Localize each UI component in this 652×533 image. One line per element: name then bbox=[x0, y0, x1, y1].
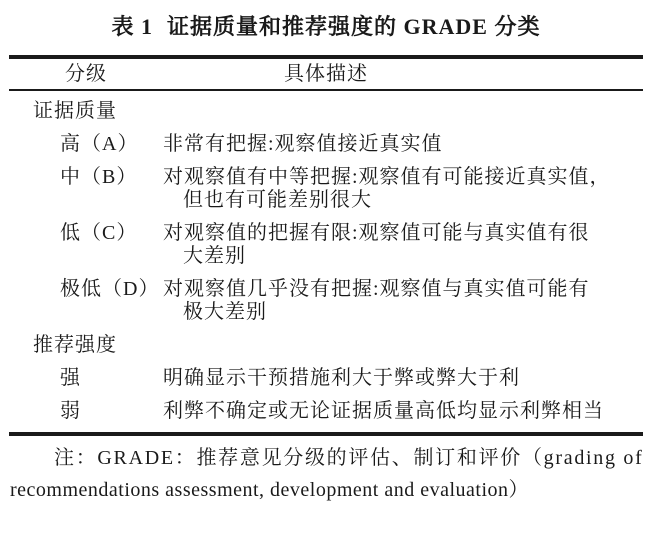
footnote-line1: 注：GRADE：推荐意见分级的评估、制订和评价（grading of bbox=[54, 447, 644, 469]
row-description bbox=[163, 133, 644, 156]
section-label: 推荐强度 bbox=[33, 334, 117, 356]
row-label: 弱 bbox=[60, 400, 81, 422]
column-header-grade: 分级 bbox=[65, 63, 107, 85]
row-description bbox=[163, 166, 644, 212]
description-line2: 极大差别 bbox=[183, 301, 267, 323]
table-footnote bbox=[0, 445, 652, 503]
table-body bbox=[0, 91, 652, 432]
table-number: 表 1 bbox=[111, 14, 154, 39]
description-line1: 利弊不确定或无论证据质量高低均显示利弊相当 bbox=[163, 400, 604, 422]
description-line1: 对观察值有中等把握:观察值有可能接近真实值， bbox=[163, 166, 611, 188]
description-line2: 但也有可能差别很大 bbox=[183, 189, 372, 211]
row-label: 强 bbox=[60, 367, 81, 389]
description-line1: 对观察值的把握有限:观察值可能与真实值有很 bbox=[163, 222, 590, 244]
table-row-evidence-quality-section bbox=[33, 100, 644, 123]
row-description bbox=[163, 367, 644, 390]
column-header-description: 具体描述 bbox=[284, 63, 368, 85]
row-label: 中（B） bbox=[60, 166, 138, 188]
table-row-strong bbox=[33, 367, 644, 390]
table-row-weak bbox=[33, 400, 644, 423]
table-bottom-rule bbox=[9, 432, 643, 436]
table-row-moderate-b bbox=[33, 166, 644, 212]
table-title-text: 证据质量和推荐强度的 GRADE 分类 bbox=[167, 14, 541, 39]
description-line1: 非常有把握:观察值接近真实值 bbox=[163, 133, 443, 155]
row-label: 低（C） bbox=[60, 222, 138, 244]
row-label: 高（A） bbox=[60, 133, 139, 155]
table-title bbox=[0, 12, 652, 42]
section-label: 证据质量 bbox=[33, 100, 117, 122]
row-description bbox=[163, 278, 644, 324]
row-description bbox=[163, 222, 644, 268]
table-header-row bbox=[0, 59, 652, 89]
table-row-high-a bbox=[33, 133, 644, 156]
description-line1: 明确显示干预措施利大于弊或弊大于利 bbox=[163, 367, 520, 389]
description-line1: 对观察值几乎没有把握:观察值与真实值可能有 bbox=[163, 278, 590, 300]
footnote-line2: recommendations assessment, development and evaluation） bbox=[10, 479, 530, 501]
row-description bbox=[163, 400, 644, 423]
table-row-very-low-d bbox=[33, 278, 644, 324]
table-row-recommendation-strength-section bbox=[33, 334, 644, 357]
row-label: 极低（D） bbox=[60, 278, 160, 300]
table-row-low-c bbox=[33, 222, 644, 268]
description-line2: 大差别 bbox=[183, 245, 246, 267]
